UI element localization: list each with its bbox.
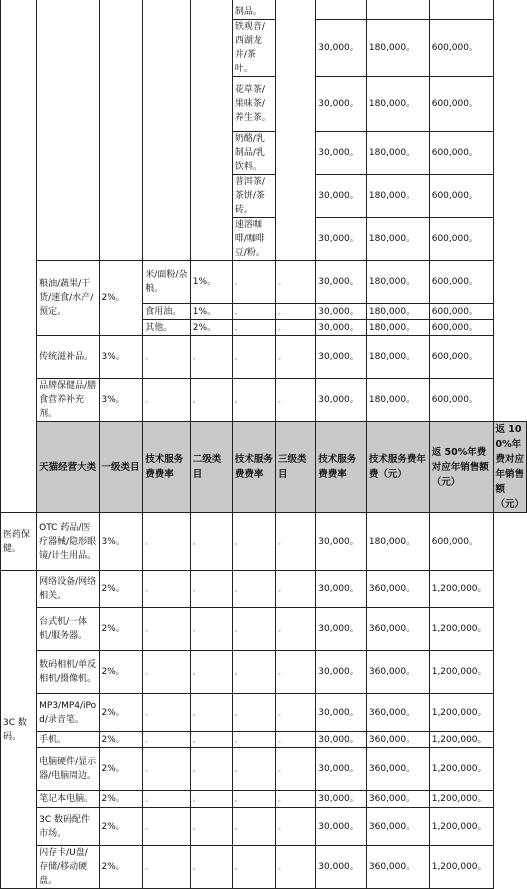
table-row	[1, 608, 527, 651]
sales-50-cell: 180,000。	[366, 175, 429, 218]
table-row	[1, 513, 527, 571]
sales-100-cell: 1,200,000。	[429, 846, 493, 889]
sales-100-cell: 1,200,000。	[429, 732, 493, 748]
level3-cell: 铁观音/西湖龙井/茶叶。	[232, 20, 275, 77]
level3-cell: 速溶咖啡/咖啡豆/粉。	[232, 218, 275, 261]
sales-100-cell: 600,000。	[429, 20, 493, 77]
sales-50-cell: 180,000。	[366, 513, 429, 571]
annual-fee-cell: 30,000。	[316, 261, 367, 304]
sales-50-cell: 360,000。	[366, 694, 429, 732]
level2-cell	[143, 0, 191, 261]
sales-100-cell: 600,000。	[429, 218, 493, 261]
rate3-cell: 。	[275, 694, 315, 732]
rate1-cell: 2%。	[99, 732, 143, 748]
header-sales-50: 返 50%年费对应年销售额（元）	[429, 422, 493, 513]
rate2-cell: 。	[190, 513, 232, 571]
rate1-cell	[99, 0, 143, 261]
level3-cell: 。	[232, 261, 275, 304]
rate1-cell: 3%。	[99, 513, 143, 571]
rate3-cell	[275, 0, 315, 261]
sales-100-cell: 1,200,000。	[429, 748, 493, 791]
table-row	[1, 732, 527, 748]
annual-fee-cell: 30,000。	[316, 175, 367, 218]
table-header-row	[1, 422, 527, 513]
annual-fee-cell: 30,000。	[316, 218, 367, 261]
sales-100-cell: 600,000。	[429, 304, 493, 320]
annual-fee-cell: 30,000。	[316, 808, 367, 846]
sales-50-cell: 360,000。	[366, 571, 429, 608]
table-row	[1, 651, 527, 694]
level3-cell: 。	[232, 304, 275, 320]
rate1-cell: 2%。	[99, 651, 143, 694]
sales-50-cell: 180,000。	[366, 261, 429, 304]
rate3-cell: 。	[275, 791, 315, 808]
sales-50-cell: 180,000。	[366, 304, 429, 320]
sales-100-cell: 1,200,000。	[429, 791, 493, 808]
rate1-cell: 3%。	[99, 336, 143, 379]
rate1-cell: 2%。	[99, 571, 143, 608]
sales-50-cell: 180,000。	[366, 20, 429, 77]
rate1-cell: 2%。	[99, 808, 143, 846]
level2-cell: 。	[143, 732, 191, 748]
rate2-cell: 。	[190, 748, 232, 791]
rate2-cell: 。	[190, 608, 232, 651]
rate3-cell: 。	[275, 304, 315, 320]
annual-fee-cell: 30,000。	[316, 748, 367, 791]
rate2-cell: 1%。	[190, 304, 232, 320]
sales-100-cell: 600,000。	[429, 336, 493, 379]
level3-cell: 。	[232, 336, 275, 379]
annual-fee-cell: 30,000。	[316, 513, 367, 571]
rate3-cell: 。	[275, 513, 315, 571]
rate2-cell	[190, 0, 232, 261]
level1-cell: 台式机/一体机/服务器。	[37, 608, 99, 651]
table-row	[1, 261, 527, 304]
sales-100-cell: 600,000。	[429, 513, 493, 571]
annual-fee-cell: 30,000。	[316, 336, 367, 379]
rate1-cell: 2%。	[99, 608, 143, 651]
level3-cell: 。	[232, 808, 275, 846]
level3-cell: 。	[232, 320, 275, 336]
rate2-cell: 。	[190, 379, 232, 422]
rate3-cell: 。	[275, 336, 315, 379]
annual-fee-cell: 30,000。	[316, 732, 367, 748]
category-cell: 3C 数码。	[1, 571, 37, 889]
level3-cell: 。	[232, 651, 275, 694]
table-row	[1, 0, 527, 20]
header-rate1: 技术服务费费率	[143, 422, 191, 513]
header-rate2: 技术服务费费率	[232, 422, 275, 513]
level2-cell: 。	[143, 608, 191, 651]
level1-cell: 电脑硬件/显示器/电脑周边。	[37, 748, 99, 791]
annual-fee-cell: 30,000。	[316, 791, 367, 808]
level2-cell: 食用油。	[143, 304, 191, 320]
level1-cell: 品牌保健品/膳食营养补充剂。	[37, 379, 99, 422]
annual-fee-cell: 30,000。	[316, 846, 367, 889]
level1-cell: 笔记本电脑。	[37, 791, 99, 808]
rate2-cell: 。	[190, 846, 232, 889]
level1-cell: 闪存卡/U盘/存储/移动硬盘。	[37, 846, 99, 889]
annual-fee-cell: 30,000。	[316, 132, 367, 175]
annual-fee-cell: 30,000。	[316, 320, 367, 336]
rate1-cell: 2%。	[99, 748, 143, 791]
header-sales-100: 返 100%年费对应年销售额（元）	[493, 422, 527, 513]
sales-50-cell: 180,000。	[366, 379, 429, 422]
level2-cell: 。	[143, 846, 191, 889]
rate2-cell: 。	[190, 808, 232, 846]
level3-cell: 。	[232, 571, 275, 608]
table-row	[1, 571, 527, 608]
annual-fee-cell: 30,000。	[316, 304, 367, 320]
level3-cell: 。	[232, 379, 275, 422]
level2-cell: 。	[143, 791, 191, 808]
rate3-cell: 。	[275, 379, 315, 422]
annual-fee-cell	[316, 0, 367, 20]
sales-50-cell	[366, 0, 429, 20]
table-row	[1, 336, 527, 379]
sales-50-cell: 180,000。	[366, 132, 429, 175]
header-annual-fee: 技术服务费年费（元）	[366, 422, 429, 513]
rate2-cell: 。	[190, 694, 232, 732]
sales-100-cell: 600,000。	[429, 175, 493, 218]
header-level1: 一级类目	[99, 422, 143, 513]
sales-50-cell: 360,000。	[366, 608, 429, 651]
rate2-cell: 2%。	[190, 320, 232, 336]
sales-50-cell: 360,000。	[366, 791, 429, 808]
table-row	[1, 791, 527, 808]
level3-cell: 花草茶/果味茶/养生茶。	[232, 77, 275, 132]
level2-cell: 米/面粉/杂粮。	[143, 261, 191, 304]
level3-cell: 。	[232, 791, 275, 808]
rate3-cell: 。	[275, 808, 315, 846]
sales-50-cell: 180,000。	[366, 77, 429, 132]
rate1-cell: 2%。	[99, 846, 143, 889]
sales-50-cell: 360,000。	[366, 651, 429, 694]
level2-cell: 。	[143, 513, 191, 571]
level2-cell: 。	[143, 571, 191, 608]
rate2-cell: 。	[190, 336, 232, 379]
rate2-cell: 。	[190, 791, 232, 808]
level2-cell: 。	[143, 748, 191, 791]
annual-fee-cell: 30,000。	[316, 20, 367, 77]
level1-cell: 网络设备/网络相关。	[37, 571, 99, 608]
sales-100-cell: 600,000。	[429, 77, 493, 132]
sales-50-cell: 360,000。	[366, 732, 429, 748]
sales-100-cell: 1,200,000。	[429, 808, 493, 846]
level2-cell: 其他。	[143, 320, 191, 336]
sales-50-cell: 360,000。	[366, 846, 429, 889]
table-row	[1, 846, 527, 889]
table-row	[1, 694, 527, 732]
rate3-cell: 。	[275, 732, 315, 748]
sales-100-cell	[429, 0, 493, 20]
sales-100-cell: 1,200,000。	[429, 694, 493, 732]
sales-50-cell: 180,000。	[366, 218, 429, 261]
level3-cell: 制品。	[232, 0, 275, 20]
level1-cell: 手机。	[37, 732, 99, 748]
rate3-cell: 。	[275, 748, 315, 791]
header-level3: 三级类目	[275, 422, 315, 513]
rate2-cell: 。	[190, 571, 232, 608]
category-cell: 医药保健。	[1, 513, 37, 571]
annual-fee-cell: 30,000。	[316, 608, 367, 651]
rate3-cell: 。	[275, 320, 315, 336]
rate1-cell: 2%。	[99, 261, 143, 336]
sales-100-cell: 1,200,000。	[429, 608, 493, 651]
level3-cell: 普洱茶/茶饼/茶砖。	[232, 175, 275, 218]
rate3-cell: 。	[275, 608, 315, 651]
sales-50-cell: 360,000。	[366, 808, 429, 846]
category-cell	[1, 0, 37, 513]
level2-cell: 。	[143, 694, 191, 732]
rate3-cell: 。	[275, 846, 315, 889]
rate1-cell: 2%。	[99, 791, 143, 808]
level1-cell: 3C 数码配件市场。	[37, 808, 99, 846]
annual-fee-cell: 30,000。	[316, 571, 367, 608]
rate2-cell: 。	[190, 732, 232, 748]
header-level2: 二级类目	[190, 422, 232, 513]
level3-cell: 。	[232, 513, 275, 571]
level1-cell: 粮油/蔬果/干货/速食/水产/预定。	[37, 261, 99, 336]
level2-cell: 。	[143, 336, 191, 379]
sales-100-cell: 600,000。	[429, 379, 493, 422]
sales-100-cell: 1,200,000。	[429, 651, 493, 694]
annual-fee-cell: 30,000。	[316, 77, 367, 132]
sales-100-cell: 600,000。	[429, 320, 493, 336]
level1-cell: 数码相机/单反相机/摄像机。	[37, 651, 99, 694]
annual-fee-cell: 30,000。	[316, 379, 367, 422]
sales-100-cell: 1,200,000。	[429, 571, 493, 608]
rate3-cell: 。	[275, 261, 315, 304]
table-row	[1, 748, 527, 791]
sales-100-cell: 600,000。	[429, 261, 493, 304]
level1-cell: 传统滋补品。	[37, 336, 99, 379]
header-category: 天猫经营大类	[37, 422, 99, 513]
rate3-cell: 。	[275, 651, 315, 694]
level3-cell: 奶酪/乳制品/乳饮料。	[232, 132, 275, 175]
level2-cell: 。	[143, 808, 191, 846]
annual-fee-cell: 30,000。	[316, 651, 367, 694]
level3-cell: 。	[232, 608, 275, 651]
level1-cell	[37, 0, 99, 261]
table-row	[1, 808, 527, 846]
sales-100-cell: 600,000。	[429, 132, 493, 175]
header-rate3: 技术服务费费率	[316, 422, 367, 513]
annual-fee-cell: 30,000。	[316, 694, 367, 732]
level2-cell: 。	[143, 651, 191, 694]
sales-50-cell: 180,000。	[366, 336, 429, 379]
rate2-cell: 。	[190, 651, 232, 694]
level3-cell: 。	[232, 694, 275, 732]
rate1-cell: 2%。	[99, 694, 143, 732]
level3-cell: 。	[232, 748, 275, 791]
level1-cell: OTC 药品/医疗器械/隐形眼镜/计生用品。	[37, 513, 99, 571]
level3-cell: 。	[232, 846, 275, 889]
table-row	[1, 379, 527, 422]
level1-cell: MP3/MP4/iPod/录音笔。	[37, 694, 99, 732]
rate3-cell: 。	[275, 571, 315, 608]
rate2-cell: 1%。	[190, 261, 232, 304]
level3-cell: 。	[232, 732, 275, 748]
sales-50-cell: 360,000。	[366, 748, 429, 791]
level2-cell: 。	[143, 379, 191, 422]
sales-50-cell: 180,000。	[366, 320, 429, 336]
rate1-cell: 3%。	[99, 379, 143, 422]
